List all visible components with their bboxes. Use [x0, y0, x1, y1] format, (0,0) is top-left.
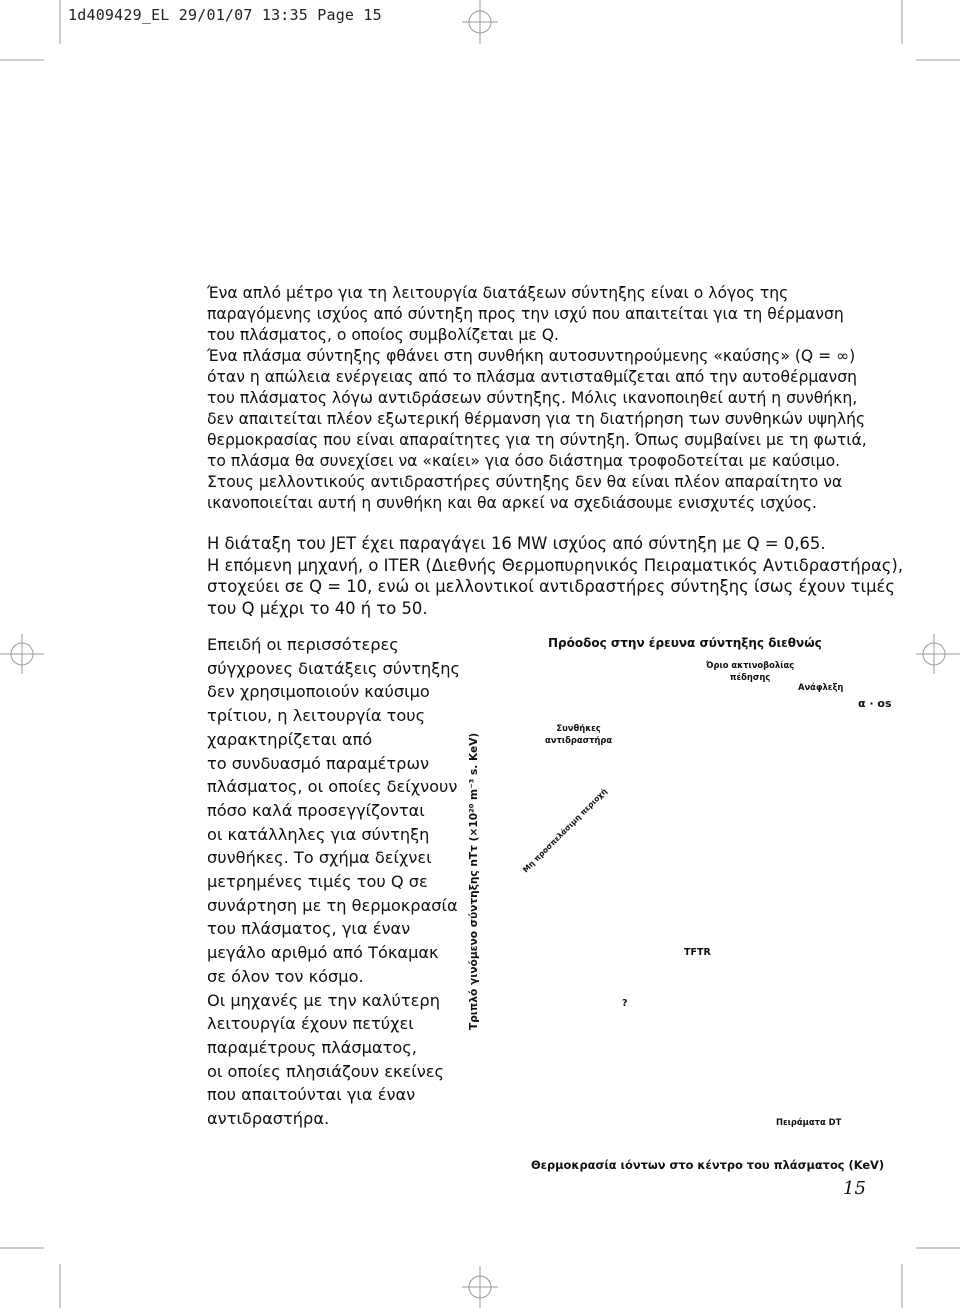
text-line: που απαιτούνται για έναν [207, 1085, 416, 1105]
text-line: Η διάταξη του JET έχει παραγάγει 16 MW ισχύος από σύντηξη με Q = 0,65. [207, 534, 826, 553]
text-line: οι κατάλληλες για σύντηξη [207, 824, 430, 844]
text-line: μεγάλο αριθμό από Τόκαμακ [207, 943, 439, 963]
chart-title: Πρόοδος στην έρευνα σύντηξης διεθνώς [548, 636, 822, 650]
bremsstrahlung-label-line2: πέδησης [729, 672, 771, 682]
text-line: θερμοκρασίας που είναι απαραίτητες για τη σύντηξη. Όπως συμβαίνει με τη φωτιά, [207, 431, 867, 449]
crosshair-left [0, 634, 44, 674]
dt-experiments-label: Πειράματα DT [776, 1117, 842, 1127]
text-line: παραγόμενης ισχύος από σύντηξη προς την ισχύ που απαιτείται για τη θέρμανση [207, 305, 844, 323]
reactor-conditions-label [545, 722, 612, 746]
text-line: δεν απαιτείται πλέον εξωτερική θέρμανση για τη διατήρηση των συνθηκών υψηλής [207, 410, 866, 428]
text-line: του Q μέχρι το 40 ή το 50. [207, 598, 428, 618]
alpha-label: α · os [858, 697, 892, 710]
text-line: ικανοποιείται αυτή η συνθήκη και θα αρκεί να σχεδιάσουμε ενισχυτές ισχύος. [207, 494, 817, 512]
page-number: 15 [843, 1178, 866, 1199]
text-line: το πλάσμα θα συνεχίσει να «καίει» για όσο διάστημα τροφοδοτείται με καύσιμο. [207, 452, 841, 470]
question-label: ? [622, 998, 628, 1009]
text-line: συνάρτηση με τη θερμοκρασία [207, 895, 458, 915]
text-line: μετρημένες τιμές του Q σε [207, 872, 428, 892]
text-line: του πλάσματος, για έναν [207, 919, 411, 939]
text-line: οι οποίες πλησιάζουν εκείνες [207, 1061, 445, 1081]
text-line: το συνδυασμό παραμέτρων [207, 753, 430, 773]
text-line: Ένα απλό μέτρο για τη λειτουργία διατάξεων σύντηξης είναι ο λόγος της [207, 284, 789, 302]
text-line: στοχεύει σε Q = 10, ενώ οι μελλοντικοί αντιδραστήρες σύντηξης ίσως έχουν τιμές [207, 577, 895, 596]
text-line: Η επόμενη μηχανή, ο ITER (Διεθνής Θερμοπυρηνικός Πειραματικός Αντιδραστήρας), [207, 555, 904, 575]
text-line: συνθήκες. Το σχήμα δείχνει [207, 848, 432, 868]
text-line: αντιδραστήρα. [207, 1109, 330, 1129]
sidebar-text [207, 633, 460, 1131]
crosshair-bottom [462, 1266, 498, 1308]
text-line: Ένα πλάσμα σύντηξης φθάνει στη συνθήκη αυτοσυντηρούμενης «καύσης» (Q = ∞) [207, 347, 856, 365]
text-line: πόσο καλά προσεγγίζονται [207, 800, 425, 820]
text-line: του πλάσματος λόγω αντιδράσεων σύντηξης. Μόλις ικανοποιηθεί αυτή η συνθήκη, [207, 389, 858, 407]
text-line: τρίτιου, η λειτουργία τους [207, 706, 426, 726]
reactor-conditions-line2: αντιδραστήρα [545, 735, 613, 745]
print-slug: 1d409429_EL 29/01/07 13:35 Page 15 [68, 6, 382, 24]
text-line: όταν η απώλεια ενέργειας από το πλάσμα αντισταθμίζεται από την αυτοθέρμανση [207, 368, 858, 386]
ignition-label: Ανάφλεξη [798, 682, 844, 692]
intro-paragraph [207, 283, 867, 514]
y-axis-label: Τριπλό γινόμενο σύντηξης nTτ (×10²⁰ m⁻³ s. KeV) [468, 732, 480, 1030]
x-axis-label: Θερμοκρασία ιόντων στο κέντρο του πλάσματος (KeV) [531, 1158, 885, 1172]
bremsstrahlung-label [706, 659, 794, 683]
text-line: παραμέτρους πλάσματος, [207, 1037, 417, 1057]
text-line: χαρακτηρίζεται από [207, 729, 373, 749]
crosshair-top [462, 0, 498, 44]
bremsstrahlung-label-line1: Όριο ακτινοβολίας [706, 660, 795, 670]
text-line: σύγχρονες διατάξεις σύντηξης [207, 658, 461, 678]
text-line: του πλάσματος, ο οποίος συμβολίζεται με Q. [207, 326, 559, 344]
text-line: Επειδή οι περισσότερες [207, 635, 399, 654]
reactor-conditions-line1: Συνθήκες [556, 723, 601, 733]
tftr-label: TFTR [684, 947, 711, 958]
text-line: λειτουργία έχουν πετύχει [207, 1014, 414, 1034]
text-line: πλάσματος, οι οποίες δείχνουν [207, 777, 458, 797]
inaccessible-region-label: Μη προσπελάσιμη περιοχή [521, 786, 609, 875]
crosshair-right [916, 634, 960, 674]
text-line: Στους μελλοντικούς αντιδραστήρες σύντηξης δεν θα είναι πλέον απαραίτητο να [207, 473, 843, 491]
text-line: σε όλον τον κόσμο. [207, 966, 364, 986]
text-line: δεν χρησιμοποιούν καύσιμο [207, 682, 430, 702]
jet-iter-paragraph [207, 533, 904, 619]
text-line: Οι μηχανές με την καλύτερη [207, 990, 440, 1010]
